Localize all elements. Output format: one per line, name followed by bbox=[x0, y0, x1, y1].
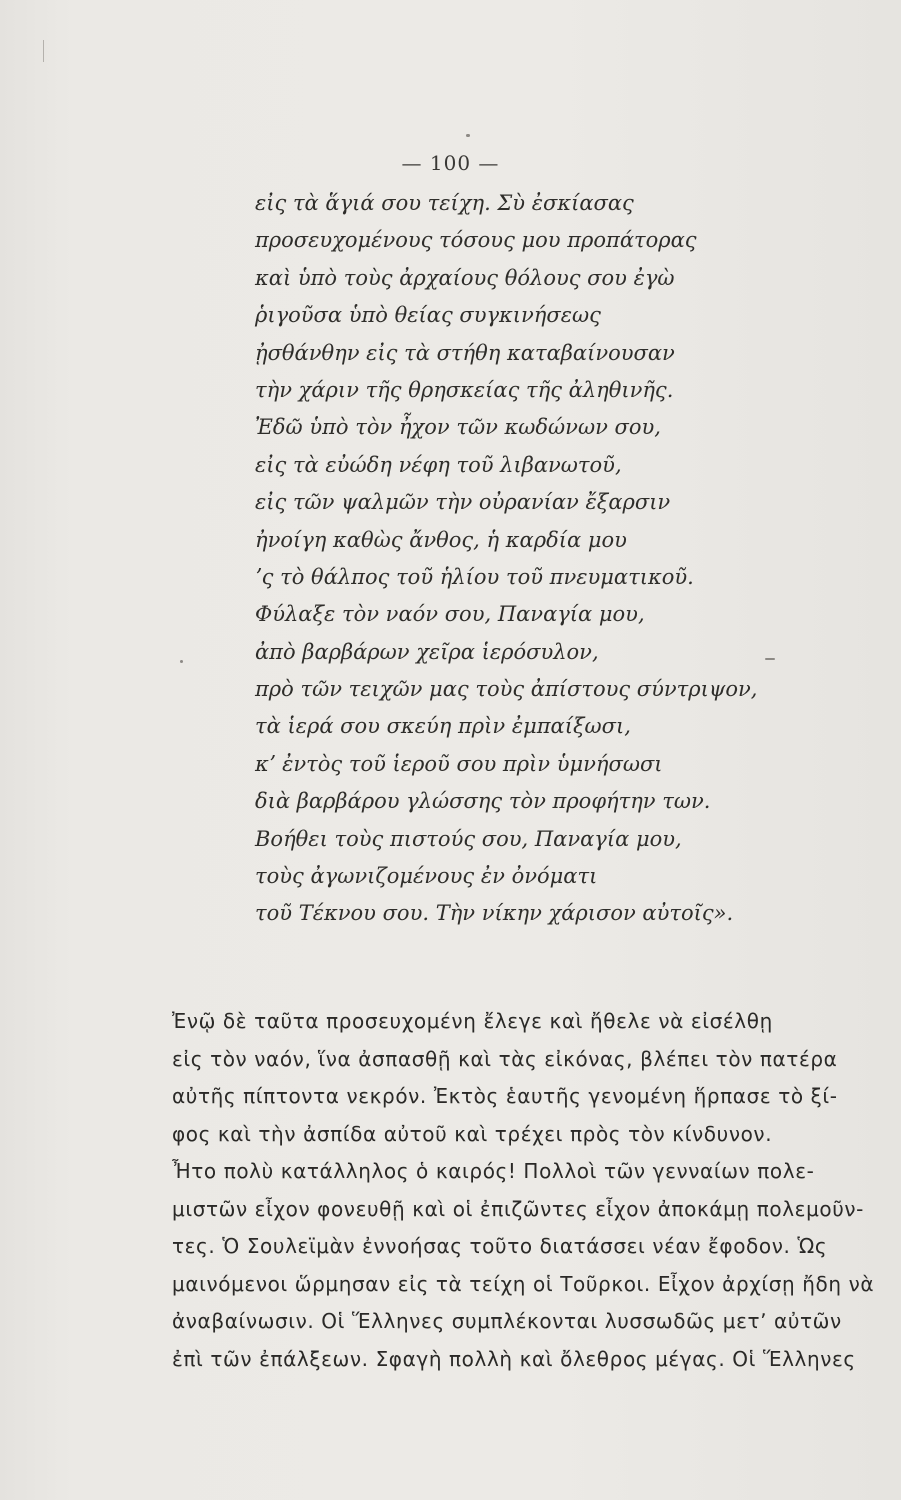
poem-line: ᾐσθάνθην εἰς τὰ στήθη καταβαίνουσαν bbox=[255, 340, 675, 365]
poem-line: Ἐδῶ ὑπὸ τὸν ἦχον τῶν κωδώνων σου, bbox=[255, 415, 661, 440]
ink-speck bbox=[180, 660, 183, 663]
poem-line: εἰς τὰ εὐώδη νέφη τοῦ λιβανωτοῦ, bbox=[255, 452, 622, 477]
poem-line: ἠνοίγη καθὼς ἄνθος, ἡ καρδία μου bbox=[255, 527, 627, 552]
poem-line: Βοήθει τοὺς πιστούς σου, Παναγία μου, bbox=[255, 826, 682, 851]
ink-speck bbox=[466, 134, 470, 137]
poem-line: τοὺς ἀγωνιζομένους ἐν ὀνόματι bbox=[255, 864, 598, 889]
prose-line: φος καὶ τὴν ἀσπίδα αὐτοῦ καὶ τρέχει πρὸς τὸν κίνδυνον. bbox=[172, 1121, 773, 1146]
prose-line: ἀναβαίνωσιν. Οἱ Ἕλληνες συμπλέκονται λυσσωδῶς μετʼ αὐτῶν bbox=[172, 1309, 842, 1333]
ink-speck bbox=[765, 658, 775, 660]
poem-line: προσευχομένους τόσους μου προπάτορας bbox=[255, 228, 697, 253]
prose-line: μαινόμενοι ὥρμησαν εἰς τὰ τείχη οἱ Τοῦρκοι. Εἶχον ἀρχίσῃ ἤδη νὰ bbox=[172, 1271, 875, 1296]
poem-line: εἰς τῶν ψαλμῶν τὴν οὐρανίαν ἔξαρσιν bbox=[255, 490, 671, 515]
poem-line: ʼς τὸ θάλπος τοῦ ἡλίου τοῦ πνευματικοῦ. bbox=[255, 564, 694, 589]
prose-paragraphs bbox=[172, 1003, 901, 1378]
poem-line: τὰ ἱερά σου σκεύη πρὶν ἐμπαίξωσι, bbox=[255, 714, 631, 739]
prose-line: εἰς τὸν ναόν, ἵνα ἀσπασθῇ καὶ τὰς εἰκόνας, βλέπει τὸν πατέρα bbox=[172, 1046, 838, 1071]
prose-line: Ἐνῷ δὲ ταῦτα προσευχομένη ἔλεγε καὶ ἤθελε νὰ εἰσέλθῃ bbox=[172, 1009, 773, 1033]
poem-line: ἀπὸ βαρβάρων χεῖρα ἱερόσυλον, bbox=[255, 639, 599, 664]
page-number: — 100 — bbox=[401, 151, 500, 175]
poem-line: διὰ βαρβάρου γλώσσης τὸν προφήτην των. bbox=[255, 789, 711, 814]
poem-line: καὶ ὑπὸ τοὺς ἀρχαίους θόλους σου ἐγὼ bbox=[255, 265, 675, 290]
prayer-poem bbox=[255, 185, 855, 933]
prose-line: αὐτῆς πίπτοντα νεκρόν. Ἐκτὸς ἑαυτῆς γενομένη ἥρπασε τὸ ξί- bbox=[172, 1084, 838, 1108]
prose-line: ἐπὶ τῶν ἐπάλξεων. Σφαγὴ πολλὴ καὶ ὄλεθρος μέγας. Οἱ Ἕλληνες bbox=[172, 1346, 856, 1371]
margin-mark bbox=[43, 40, 44, 62]
poem-line: τοῦ Τέκνου σου. Τὴν νίκην χάρισον αὐτοῖς». bbox=[255, 901, 734, 926]
poem-line: Φύλαξε τὸν ναόν σου, Παναγία μου, bbox=[255, 602, 645, 627]
poem-line: ῥιγοῦσα ὑπὸ θείας συγκινήσεως bbox=[255, 303, 601, 328]
prose-line: Ἦτο πολὺ κατάλληλος ὁ καιρός! Πολλοὶ τῶν γενναίων πολε- bbox=[172, 1159, 815, 1183]
prose-line: μιστῶν εἶχον φονευθῇ καὶ οἱ ἐπιζῶντες εἶχον ἀποκάμῃ πολεμοῦν- bbox=[172, 1196, 864, 1221]
poem-line: εἰς τὰ ἅγιά σου τείχη. Σὺ ἐσκίασας bbox=[255, 191, 634, 215]
poem-line: κʼ ἐντὸς τοῦ ἱεροῦ σου πρὶν ὑμνήσωσι bbox=[255, 751, 663, 776]
poem-line: τὴν χάριν τῆς θρησκείας τῆς ἀληθινῆς. bbox=[255, 377, 674, 402]
prose-line: τες. Ὁ Σουλεϊμὰν ἐννοήσας τοῦτο διατάσσει νέαν ἔφοδον. Ὡς bbox=[172, 1234, 828, 1258]
poem-line: πρὸ τῶν τειχῶν μας τοὺς ἀπίστους σύντριψον, bbox=[255, 677, 758, 702]
